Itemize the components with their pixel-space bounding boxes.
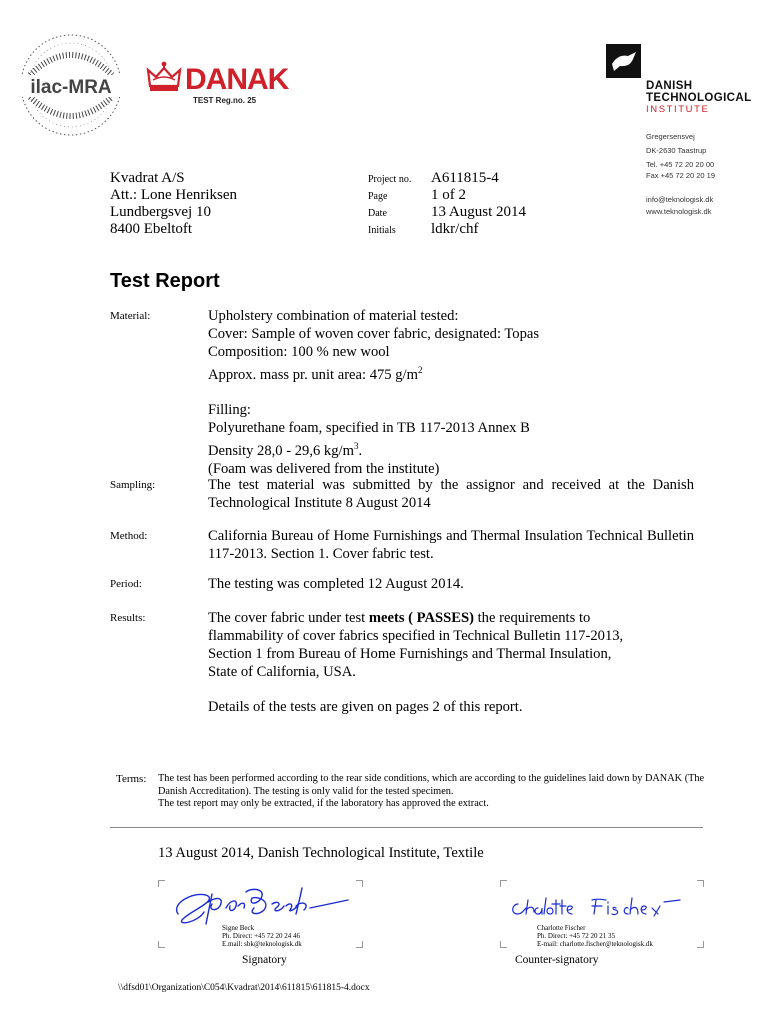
material-line: Composition: 100 % new wool — [208, 344, 390, 360]
results-label: Results: — [110, 612, 146, 624]
addressee-company: Kvadrat A/S — [110, 170, 185, 186]
material-label: Material: — [110, 310, 151, 322]
signature-box-corner — [500, 941, 507, 948]
contact-email: info@teknologisk.dk — [646, 195, 714, 204]
date-label: Date — [368, 208, 387, 219]
contact-street: Gregersensvej — [646, 132, 695, 141]
material-section — [208, 307, 694, 478]
mass-text: Approx. mass pr. unit area: 475 g/m — [208, 366, 418, 383]
danak-crown-icon — [146, 60, 182, 96]
report-date: 13 August 2014 — [431, 204, 527, 220]
signature-box-corner — [697, 880, 704, 887]
signatory-handwritten-signature — [168, 882, 353, 930]
signatory-phone: Ph. Direct: +45 72 20 24 46 — [222, 932, 301, 940]
results-pre: The cover fabric under test — [208, 610, 369, 626]
density-period: . — [358, 442, 363, 459]
addressee-city: 8400 Ebeltoft — [110, 221, 193, 237]
document-file-path: \\dfsd01\Organization\C054\Kvadrat\2014\611815\611815-4.docx — [118, 983, 370, 993]
results-post: the requirements to — [473, 610, 591, 626]
dti-name-line3: INSTITUTE — [646, 104, 710, 115]
period-label: Period: — [110, 578, 142, 590]
mass-unit-exponent: 2 — [417, 365, 423, 375]
results-details: Details of the tests are given on pages 2 of this report. — [208, 699, 523, 715]
contact-city: DK-2630 Taastrup — [646, 146, 707, 155]
material-line — [208, 437, 694, 460]
page-label: Page — [368, 191, 388, 202]
results-verdict: meets ( PASSES) — [368, 610, 474, 626]
addressee-street: Lundbergsvej 10 — [110, 204, 211, 220]
dti-name-line2: TECHNOLOGICAL — [646, 92, 752, 104]
material-line: Cover: Sample of woven cover fabric, designated: Topas — [208, 326, 540, 342]
counter-signatory-caption: Counter-signatory — [515, 954, 599, 966]
counter-signatory-name: Charlotte Fischer — [537, 924, 586, 932]
initials-value: ldkr/chf — [431, 221, 479, 237]
results-line — [208, 609, 694, 627]
signature-date-line: 13 August 2014, Danish Technological Institute, Textile — [158, 845, 484, 861]
terms-conditions: The test has been performed according to the rear side conditions, which are according to the guidelines laid down by DANAK (The Danish Accreditation). The testing is only valid for the tested specimen. — [158, 773, 705, 797]
results-line: Section 1 from Bureau of Home Furnishings and Thermal Insulation, — [208, 646, 612, 662]
density-text: Density 28,0 - 29,6 kg/m — [208, 442, 354, 459]
signatory-name: Signe Beck — [222, 924, 255, 932]
project-label: Project no. — [368, 174, 412, 185]
filling-heading: Filling: — [208, 401, 251, 418]
density-unit-exponent: 3 — [353, 440, 359, 451]
dti-logo-icon — [606, 44, 641, 78]
contact-fax: Fax +45 72 20 20 19 — [646, 171, 716, 180]
period-text: The testing was completed 12 August 2014. — [208, 576, 464, 592]
initials-label: Initials — [368, 225, 396, 236]
addressee-attention: Att.: Lone Henriksen — [110, 187, 238, 203]
material-line: Polyurethane foam, specified in TB 117-2013 Annex B — [208, 419, 530, 436]
signature-box-corner — [500, 880, 507, 887]
signatory-details — [222, 924, 302, 948]
material-line: Upholstery combination of material tested: — [208, 308, 459, 324]
counter-signatory-details — [537, 924, 653, 948]
ilac-logo-text: ilac-MRA — [30, 77, 112, 98]
sampling-label: Sampling: — [110, 479, 156, 491]
danak-registration: TEST Reg.no. 25 — [193, 96, 257, 105]
contact-tel: Tel. +45 72 20 20 00 — [646, 160, 715, 169]
signatory-email: E.mail: sbk@teknologisk.dk — [222, 940, 302, 948]
signature-box-corner — [697, 941, 704, 948]
material-line — [208, 361, 694, 384]
counter-signatory-email: E-mail: charlotte.fischer@teknologisk.dk — [537, 940, 653, 948]
terms-text — [158, 773, 708, 811]
danak-logo-text: DANAK — [185, 63, 289, 96]
terms-extract: The test report may only be extracted, if the laboratory has approved the extract. — [158, 798, 489, 809]
signature-box-corner — [356, 880, 363, 887]
signatory-caption: Signatory — [242, 954, 287, 966]
page-number: 1 of 2 — [431, 187, 466, 203]
terms-label: Terms: — [116, 773, 147, 785]
results-line: flammability of cover fabrics specified in Technical Bulletin 117-2013, — [208, 628, 624, 644]
project-number: A611815-4 — [431, 170, 499, 186]
page-title: Test Report — [110, 270, 220, 292]
signature-box-corner — [158, 941, 165, 948]
method-text: California Bureau of Home Furnishings and Thermal Insulation Technical Bulletin 117-2013. Section 1. Cover fabric test. — [208, 528, 694, 562]
results-line: State of California, USA. — [208, 664, 356, 680]
ilac-mra-logo — [10, 30, 132, 140]
results-section — [208, 609, 694, 716]
contact-website: www.teknologisk.dk — [646, 207, 712, 216]
signature-box-corner — [356, 941, 363, 948]
method-label: Method: — [110, 530, 148, 542]
counter-signatory-phone: Ph. Direct: +45 72 20 21 35 — [537, 932, 616, 940]
sampling-text: The test material was submitted by the assignor and received at the Danish Technological Institute 8 August 2014 — [208, 477, 694, 511]
material-line: (Foam was delivered from the institute) — [208, 460, 440, 477]
dti-name-line1: DANISH — [646, 80, 693, 92]
counter-signatory-handwritten-signature — [508, 894, 688, 920]
signature-box-corner — [158, 880, 165, 887]
divider — [110, 827, 703, 828]
